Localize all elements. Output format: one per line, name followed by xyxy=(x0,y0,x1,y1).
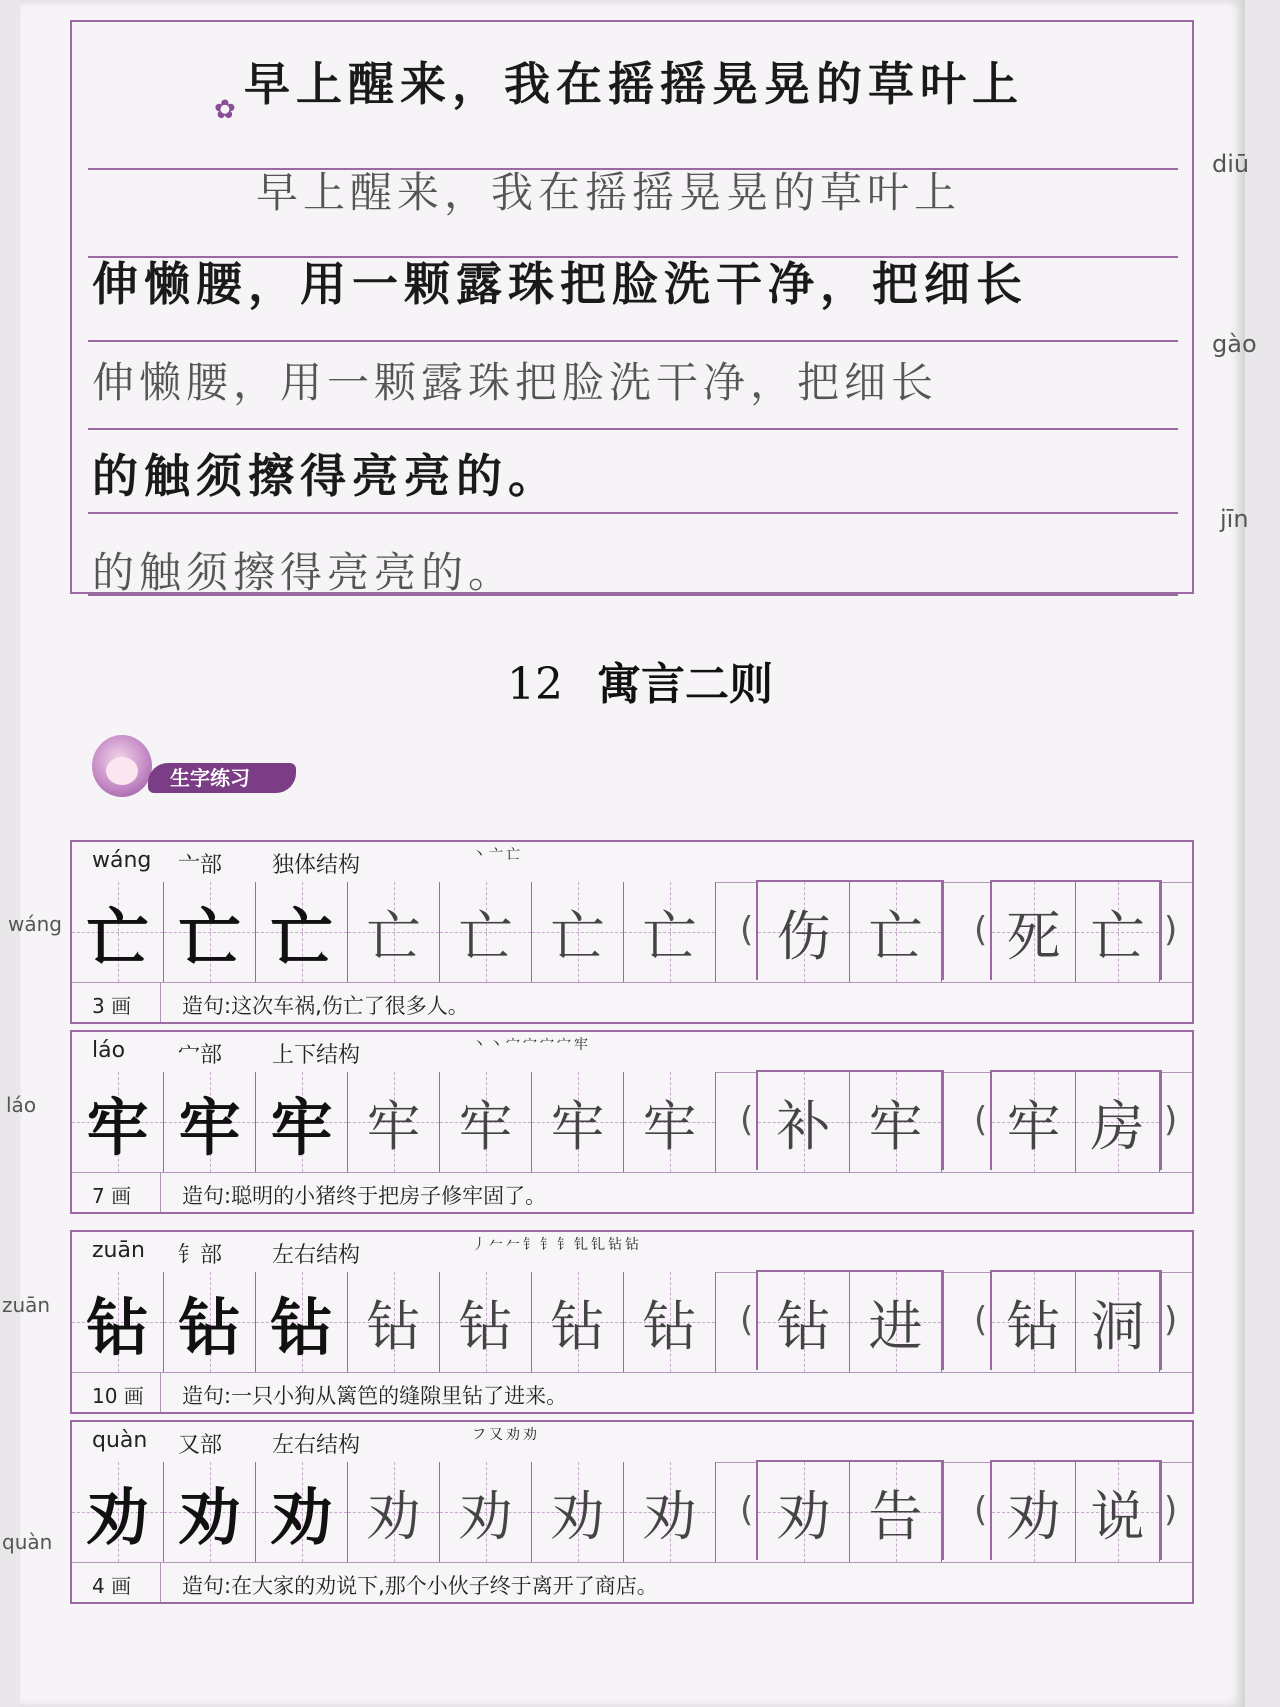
margin-pinyin: jīn xyxy=(1220,505,1249,533)
margin-pinyin: láo xyxy=(6,1093,37,1117)
writing-cell[interactable] xyxy=(532,1272,624,1372)
grid-character: 亡 xyxy=(458,904,513,968)
writing-cell[interactable] xyxy=(624,1072,716,1172)
writing-cell[interactable] xyxy=(624,1462,716,1562)
word-box xyxy=(756,1460,944,1560)
word-cell[interactable] xyxy=(758,1462,850,1562)
word-box xyxy=(990,1460,1162,1560)
writing-cell[interactable] xyxy=(440,1272,532,1372)
word-character: 补 xyxy=(776,1094,831,1158)
character-footer xyxy=(72,982,1192,1022)
grid-character: 钻 xyxy=(366,1294,421,1358)
writing-cell[interactable] xyxy=(348,1272,440,1372)
writing-cell[interactable] xyxy=(164,1072,256,1172)
word-box xyxy=(756,1270,944,1370)
word-character: 牢 xyxy=(1006,1094,1061,1158)
grid-character: 钻 xyxy=(458,1294,513,1358)
printed-line-2: 伸懒腰，用一颗露珠把脸洗干净，把细长 xyxy=(92,257,1028,311)
writing-cell[interactable] xyxy=(72,1462,164,1562)
writing-cell[interactable] xyxy=(532,1072,624,1172)
stroke-count: 10 画 xyxy=(92,1384,144,1408)
lesson-title xyxy=(0,648,1280,712)
character-radical: 钅部 xyxy=(178,1243,223,1268)
writing-cell[interactable] xyxy=(348,882,440,982)
word-character: 劝 xyxy=(776,1484,831,1548)
writing-cell[interactable] xyxy=(256,882,348,982)
writing-cell[interactable] xyxy=(440,1462,532,1562)
character-block xyxy=(70,1230,1194,1414)
character-pinyin: láo xyxy=(92,1038,126,1063)
word-box xyxy=(990,880,1162,980)
stroke-order: フ又劝劝 xyxy=(472,1427,540,1443)
handwritten-line-3: 的触须擦得亮亮的。 xyxy=(92,548,516,597)
footer-divider xyxy=(160,1372,161,1412)
handwritten-line-2: 伸懒腰，用一颗露珠把脸洗干净，把细长 xyxy=(92,358,939,407)
writing-cell[interactable] xyxy=(440,882,532,982)
grid-character: 亡 xyxy=(550,904,605,968)
grid-character: 牢 xyxy=(550,1094,605,1158)
word-cell[interactable] xyxy=(992,1272,1076,1372)
word-cell[interactable] xyxy=(758,1272,850,1372)
grid-character: 亡 xyxy=(642,904,697,968)
writing-grid xyxy=(72,1072,1192,1173)
character-header xyxy=(72,1232,1192,1273)
footer-divider xyxy=(160,982,161,1022)
word-box xyxy=(756,1070,944,1170)
word-cell[interactable] xyxy=(1076,1272,1160,1372)
writing-cell[interactable] xyxy=(532,882,624,982)
writing-cell[interactable] xyxy=(164,1462,256,1562)
lesson-name: 寓言二则 xyxy=(597,659,773,710)
word-cell[interactable] xyxy=(758,882,850,982)
word-cell[interactable] xyxy=(850,882,942,982)
grid-character: 钻 xyxy=(270,1290,333,1364)
lesson-number: 12 xyxy=(507,659,563,710)
open-paren: ( xyxy=(974,1490,988,1530)
grid-character: 钻 xyxy=(642,1294,697,1358)
section-badge xyxy=(92,735,302,807)
writing-cell[interactable] xyxy=(624,1272,716,1372)
writing-cell[interactable] xyxy=(164,1272,256,1372)
character-pinyin: zuān xyxy=(92,1238,145,1263)
footer-divider xyxy=(160,1172,161,1212)
word-cell[interactable] xyxy=(992,882,1076,982)
grid-character: 钻 xyxy=(178,1290,241,1364)
grid-character: 钻 xyxy=(86,1290,149,1364)
writing-cell[interactable] xyxy=(348,1072,440,1172)
character-block xyxy=(70,840,1194,1024)
character-structure: 左右结构 xyxy=(272,1243,361,1268)
grid-character: 亡 xyxy=(86,900,149,974)
word-character: 亡 xyxy=(868,904,923,968)
writing-grid xyxy=(72,882,1192,983)
example-sentence: 造句:聪明的小猪终于把房子修牢固了。 xyxy=(182,1184,547,1208)
writing-cell[interactable] xyxy=(72,1072,164,1172)
open-paren: ( xyxy=(740,1100,754,1140)
stroke-order: 丶丶宀宀宀宀牢 xyxy=(472,1037,591,1053)
word-box xyxy=(756,880,944,980)
open-paren: ( xyxy=(740,1300,754,1340)
writing-cell[interactable] xyxy=(256,1072,348,1172)
character-pinyin: quàn xyxy=(92,1428,148,1453)
writing-cell[interactable] xyxy=(72,1272,164,1372)
writing-cell[interactable] xyxy=(72,882,164,982)
open-paren: ( xyxy=(740,910,754,950)
grid-character: 牢 xyxy=(642,1094,697,1158)
word-character: 劝 xyxy=(1006,1484,1061,1548)
character-structure: 上下结构 xyxy=(272,1043,361,1068)
grid-character: 劝 xyxy=(270,1480,333,1554)
word-character: 进 xyxy=(868,1294,923,1358)
grid-character: 钻 xyxy=(550,1294,605,1358)
word-character: 钻 xyxy=(776,1294,831,1358)
character-header xyxy=(72,1032,1192,1073)
grid-character: 劝 xyxy=(550,1484,605,1548)
grid-character: 亡 xyxy=(178,900,241,974)
character-structure: 独体结构 xyxy=(272,853,361,878)
printed-line-3: 的触须擦得亮亮的。 xyxy=(92,449,560,503)
character-footer xyxy=(72,1372,1192,1412)
character-block xyxy=(70,1420,1194,1604)
word-cell[interactable] xyxy=(1076,1462,1160,1562)
grid-character: 劝 xyxy=(366,1484,421,1548)
word-cell[interactable] xyxy=(850,1272,942,1372)
stroke-order: 丿𠂉𠂉钅钅钅钆钆钻钻 xyxy=(472,1237,642,1253)
stroke-count: 4 画 xyxy=(92,1574,132,1598)
writing-cell[interactable] xyxy=(624,882,716,982)
butterfly-icon: ✿ xyxy=(214,95,236,125)
character-footer xyxy=(72,1172,1192,1212)
writing-grid xyxy=(72,1272,1192,1373)
stroke-order: 丶亠亡 xyxy=(472,847,523,863)
example-sentence: 造句:在大家的劝说下,那个小伙子终于离开了商店。 xyxy=(182,1574,658,1598)
close-paren: ) xyxy=(1164,1100,1178,1140)
writing-cell[interactable] xyxy=(164,882,256,982)
writing-cell[interactable] xyxy=(256,1272,348,1372)
grid-character: 劝 xyxy=(178,1480,241,1554)
character-radical: 亠部 xyxy=(178,853,223,878)
grid-character: 牢 xyxy=(86,1090,149,1164)
word-cell[interactable] xyxy=(850,1072,942,1172)
character-structure: 左右结构 xyxy=(272,1433,361,1458)
character-footer xyxy=(72,1562,1192,1602)
example-sentence: 造句:一只小狗从篱笆的缝隙里钻了进来。 xyxy=(182,1384,568,1408)
word-character: 死 xyxy=(1006,904,1061,968)
margin-pinyin: diū xyxy=(1212,150,1250,178)
word-cell[interactable] xyxy=(758,1072,850,1172)
open-paren: ( xyxy=(974,1100,988,1140)
word-character: 洞 xyxy=(1090,1294,1145,1358)
open-paren: ( xyxy=(974,910,988,950)
character-header xyxy=(72,842,1192,883)
word-character: 亡 xyxy=(1090,904,1145,968)
word-character: 钻 xyxy=(1006,1294,1061,1358)
word-box xyxy=(990,1070,1162,1170)
word-box xyxy=(990,1270,1162,1370)
footer-divider xyxy=(160,1562,161,1602)
grid-character: 牢 xyxy=(458,1094,513,1158)
word-character: 伤 xyxy=(776,904,831,968)
word-cell[interactable] xyxy=(850,1462,942,1562)
writing-grid xyxy=(72,1462,1192,1563)
printed-line-1: 早上醒来，我在摇摇晃晃的草叶上 xyxy=(244,57,1024,111)
word-character: 告 xyxy=(868,1484,923,1548)
mascot-icon xyxy=(92,735,152,797)
close-paren: ) xyxy=(1164,1490,1178,1530)
word-cell[interactable] xyxy=(1076,882,1160,982)
close-paren: ) xyxy=(1164,1300,1178,1340)
section-label: 生字练习 xyxy=(148,763,296,793)
margin-pinyin: wáng xyxy=(8,912,62,936)
margin-pinyin: zuān xyxy=(2,1293,51,1317)
character-pinyin: wáng xyxy=(92,848,152,873)
close-paren: ) xyxy=(1164,910,1178,950)
writing-cell[interactable] xyxy=(348,1462,440,1562)
margin-pinyin: quàn xyxy=(2,1530,53,1554)
word-character: 牢 xyxy=(868,1094,923,1158)
handwritten-line-1: 早上醒来，我在摇摇晃晃的草叶上 xyxy=(256,168,962,217)
character-radical: 宀部 xyxy=(178,1043,223,1068)
word-cell[interactable] xyxy=(992,1072,1076,1172)
character-header xyxy=(72,1422,1192,1463)
margin-pinyin: gào xyxy=(1212,330,1257,358)
character-radical: 又部 xyxy=(178,1433,223,1458)
open-paren: ( xyxy=(974,1300,988,1340)
grid-character: 牢 xyxy=(366,1094,421,1158)
word-cell[interactable] xyxy=(992,1462,1076,1562)
writing-cell[interactable] xyxy=(532,1462,624,1562)
open-paren: ( xyxy=(740,1490,754,1530)
grid-character: 劝 xyxy=(86,1480,149,1554)
grid-character: 亡 xyxy=(366,904,421,968)
grid-character: 亡 xyxy=(270,900,333,974)
word-cell[interactable] xyxy=(1076,1072,1160,1172)
word-character: 房 xyxy=(1090,1094,1145,1158)
writing-cell[interactable] xyxy=(440,1072,532,1172)
grid-character: 劝 xyxy=(642,1484,697,1548)
grid-character: 牢 xyxy=(270,1090,333,1164)
example-sentence: 造句:这次车祸,伤亡了很多人。 xyxy=(182,994,469,1018)
grid-character: 牢 xyxy=(178,1090,241,1164)
stroke-count: 7 画 xyxy=(92,1184,132,1208)
writing-cell[interactable] xyxy=(256,1462,348,1562)
character-block xyxy=(70,1030,1194,1214)
word-character: 说 xyxy=(1090,1484,1145,1548)
grid-character: 劝 xyxy=(458,1484,513,1548)
stroke-count: 3 画 xyxy=(92,994,132,1018)
